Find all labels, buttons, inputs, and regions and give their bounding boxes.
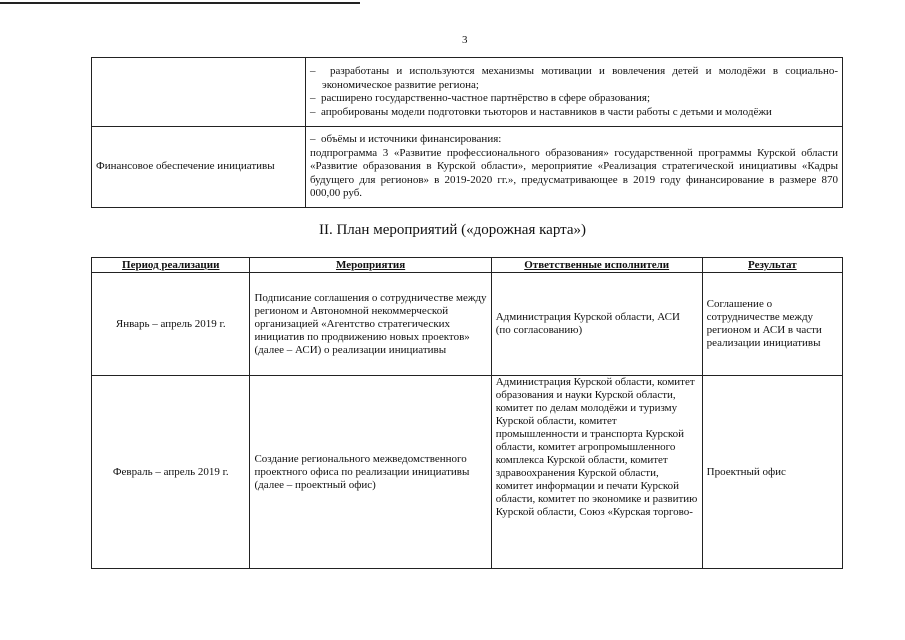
passport-table bbox=[91, 57, 843, 208]
table-cell bbox=[306, 127, 843, 208]
table-cell-empty bbox=[92, 58, 306, 127]
list-item: – апробированы модели подготовки тьюторов и наставников в части работы с детьми и молодёжи bbox=[310, 105, 772, 118]
column-header: Мероприятия bbox=[250, 258, 491, 273]
header-rule bbox=[0, 2, 360, 4]
result-cell: Проектный офис bbox=[702, 376, 842, 569]
table-row bbox=[92, 376, 843, 569]
page-number: 3 bbox=[462, 34, 468, 46]
responsible-cell: Администрация Курской области, АСИ (по согласованию) bbox=[491, 273, 702, 376]
list-item: – расширено государственно-частное партнёрство в сфере образования; bbox=[310, 92, 651, 104]
table-row bbox=[92, 273, 843, 376]
list-item: – разработаны и используются механизмы мотивации и вовлечения детей и молодёжи в социально-экономическое развитие региона; bbox=[310, 65, 838, 91]
table-header-row bbox=[92, 258, 843, 273]
column-header: Результат bbox=[702, 258, 842, 273]
activity-cell: Подписание соглашения о сотрудничестве между регионом и Автономной некоммерческой организацией «Агентство стратегических инициатив по продвижению новых проектов» (далее – АСИ) о реализации инициативы bbox=[250, 273, 491, 376]
list-item: – объёмы и источники финансирования: bbox=[310, 133, 502, 146]
section-title: II. План мероприятий («дорожная карта») bbox=[318, 222, 587, 238]
column-header: Ответственные исполнители bbox=[491, 258, 702, 273]
column-header: Период реализации bbox=[92, 258, 250, 273]
roadmap-table bbox=[91, 257, 843, 569]
row-label: Финансовое обеспечение инициативы bbox=[92, 127, 306, 208]
period-cell: Февраль – апрель 2019 г. bbox=[92, 376, 250, 569]
paragraph: подпрограмма 3 «Развитие профессионального образования» государственной программы Курской области «Развитие образования в Курской области», мероприятие «Реализация стратегической инициативы «Кадры будущего для регионов» в 2019-2020 гг.», предусматривающее в 2019 году финансирование в размере 870 000,00 руб. bbox=[310, 146, 838, 200]
responsible-cell: Администрация Курской области, комитет образования и науки Курской области, комитет по делам молодёжи и туризму Курской области, комитет промышленности и транспорта Курской области, комитет агропромышленного комплекса Курской области, комитет здравоохранения Курской области, комитет информации и печати Курской области, комитет по экономике и развитию Курской области, Союз «Курская торгово- bbox=[491, 376, 702, 569]
result-cell: Соглашение о сотрудничестве между регионом и АСИ в части реализации инициативы bbox=[702, 273, 842, 376]
table-row bbox=[92, 58, 843, 127]
table-cell bbox=[306, 58, 843, 127]
activity-cell: Создание регионального межведомственного проектного офиса по реализации инициативы (далее – проектный офис) bbox=[250, 376, 491, 569]
table-row bbox=[92, 127, 843, 208]
period-cell: Январь – апрель 2019 г. bbox=[92, 273, 250, 376]
